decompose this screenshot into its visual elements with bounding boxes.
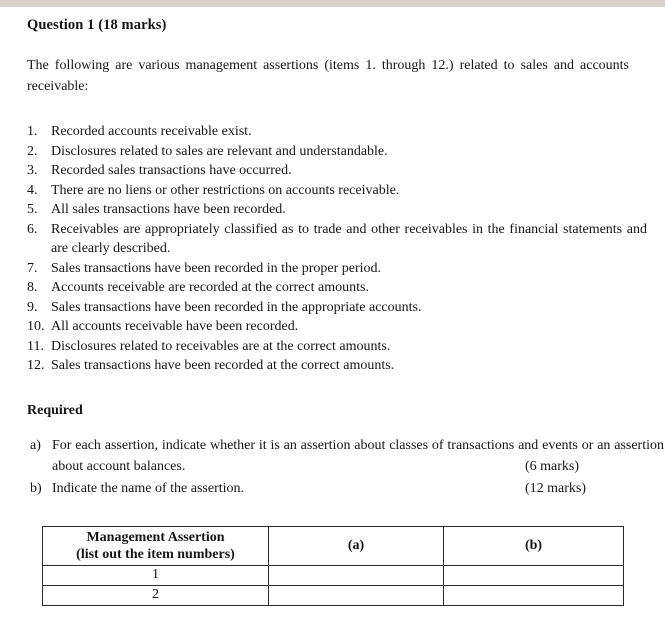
table-header-management-assertion [43, 526, 269, 565]
marks-label: (12 marks) [525, 480, 587, 496]
table-header-line2: (list out the item numbers) [76, 546, 235, 562]
assertion-text: Sales transactions have been recorded in the appropriate accounts. [51, 299, 422, 315]
answer-table [42, 526, 624, 606]
document-page [0, 7, 665, 606]
assertion-item [27, 259, 647, 279]
question-title: Question 1 (18 marks) [27, 17, 167, 33]
table-header-b: (b) [444, 526, 624, 565]
assertion-item [27, 298, 647, 318]
assertion-item [27, 181, 647, 201]
table-cell-item-number: 1 [43, 565, 269, 585]
assertion-number: 9. [27, 299, 38, 315]
assertion-number: 12. [27, 358, 45, 373]
table-cell-item-number: 2 [43, 585, 269, 605]
assertion-list [27, 122, 647, 376]
assertion-number: 5. [27, 202, 38, 217]
assertion-text: All sales transactions have been recorded. [51, 202, 286, 217]
assertion-item [27, 142, 647, 162]
assertion-number: 1. [27, 124, 38, 139]
assertion-text: Accounts receivable are recorded at the correct amounts. [51, 280, 369, 295]
assertion-item [27, 220, 647, 259]
requirement-item-a [27, 435, 665, 477]
requirement-label: b) [30, 480, 42, 496]
table-cell-answer-b [444, 565, 624, 585]
required-heading: Required [27, 402, 83, 418]
assertion-number: 7. [27, 260, 38, 276]
assertion-item [27, 161, 647, 181]
assertion-text: Recorded accounts receivable exist. [51, 124, 252, 139]
marks-label: (6 marks) [525, 458, 580, 474]
assertion-number: 4. [27, 182, 38, 198]
requirement-text: For each assertion, indicate whether it is an assertion about classes of transactions and events or an assertion about account balances. [52, 437, 664, 474]
assertion-text: Recorded sales transactions have occurred. [51, 163, 292, 178]
requirement-text: Indicate the name of the assertion. [52, 480, 245, 496]
table-header-a: (a) [269, 526, 444, 565]
assertion-text: Receivables are appropriately classified as to trade and other receivables in the financial statements and are clearly described. [51, 221, 647, 256]
table-header-row [43, 526, 624, 565]
assertion-text: There are no liens or other restrictions on accounts receivable. [51, 182, 400, 198]
assertion-number: 6. [27, 221, 38, 237]
assertion-text: Disclosures related to sales are relevant and understandable. [51, 143, 388, 159]
assertion-text: All accounts receivable have been recorded. [51, 319, 299, 334]
table-cell-answer-b [444, 585, 624, 605]
assertion-item [27, 337, 647, 357]
scan-edge-strip [0, 0, 665, 7]
requirement-label: a) [30, 437, 41, 453]
assertion-number: 10. [27, 319, 45, 334]
requirement-item-b [27, 478, 665, 499]
assertion-text: Sales transactions have been recorded at the correct amounts. [51, 358, 395, 373]
assertion-number: 2. [27, 143, 38, 159]
table-header-line1: Management Assertion [86, 529, 225, 545]
assertion-item [27, 278, 647, 298]
intro-paragraph: The following are various management assertions (items 1. through 12.) related to sales and accounts receivable: [27, 58, 629, 94]
table-cell-answer-a [269, 565, 444, 585]
assertion-number: 3. [27, 163, 38, 178]
assertion-item [27, 122, 647, 142]
assertion-number: 8. [27, 280, 38, 295]
assertion-text: Sales transactions have been recorded in the proper period. [51, 260, 382, 276]
table-cell-answer-a [269, 585, 444, 605]
assertion-item [27, 356, 647, 376]
table-row [43, 565, 624, 585]
assertion-item [27, 317, 647, 337]
assertion-text: Disclosures related to receivables are at the correct amounts. [51, 338, 391, 354]
assertion-item [27, 200, 647, 220]
assertion-number: 11. [27, 338, 44, 354]
table-row [43, 585, 624, 605]
